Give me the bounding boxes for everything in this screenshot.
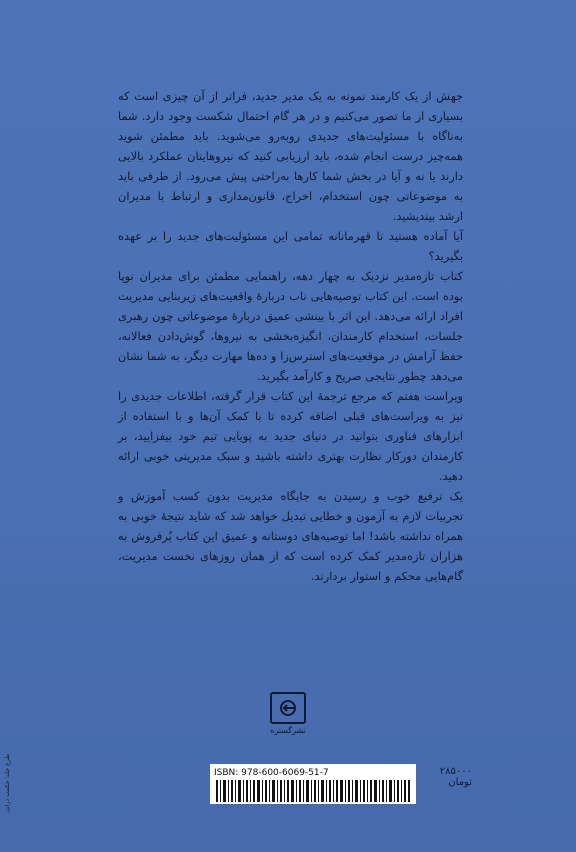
isbn-number: ISBN: 978-600-6069-51-7	[214, 768, 329, 778]
blurb-paragraph-3: کتاب تازه‌مدیر نزدیک به چهار دهه، راهنمایی مطمئن برای مدیران نوپا بوده است. این کتاب توصیه‌هایی ناب درباره‌ٔ واقعیت‌های زیربنایی مدیریت افراد ارائه می‌دهد. این اثر با بینشی عمیق درباره‌ٔ موضوعاتی چون رهبری جلسات، استخدام کارمندان، انگیزه‌بخشی به نیروها، گوش‌دادن فعالانه، حفظ آرامش در موقعیت‌های استرس‌زا و ده‌ها مهارت دیگر، به شما نشان می‌دهد چطور نتایجی صریح و کارآمد بگیرید.	[118, 269, 463, 383]
publisher-logo-icon	[270, 692, 306, 724]
publisher-name: نشرگستره	[270, 726, 306, 735]
blurb-paragraph-1: جهش از یک کارمند نمونه به یک مدیر جدید، فراتر از آن چیزی است که بسیاری از ما تصور می‌کنیم و در هر گام احتمال شکست وجود دارد. شما به‌ناگاه با مسئولیت‌های جدیدی روبه‌رو می‌شوید. باید مطمئن شوید همه‌چیز درست انجام شده، باید ارزیابی کنید که نیروهایتان عملکرد بالایی دارند یا نه و آیا در بخش شما کارها به‌راحتی پیش می‌رود. از طرفی باید به موضوعاتی چون استخدام، اخراج، قانون‌مداری و ارتباط با مدیران ارشد بیندیشید.	[118, 89, 463, 223]
publisher-logo	[260, 692, 316, 744]
blurb-paragraph-4: ویراست هفتم که مرجع ترجمهٔ این کتاب قرار گرفته، اطلاعات جدیدی را نیز به ویراست‌های قبلی اضافه کرده تا با کمک آن‌ها و با استفاده از ابزارهای فناوری بتوانید در دنیای جدید به پویایی تیم خود بیفزایید، بر کارمندان دورکار نظارت بهتری داشته باشید و سبک مدیریتی خوبی ارائه دهید.	[118, 389, 463, 483]
blurb-text	[118, 86, 463, 586]
barcode-icon	[216, 780, 410, 802]
blurb-paragraph-2: آیا آماده هستید تا قهرمانانه تمامی این مسئولیت‌های جدید را بر عهده بگیرید؟	[118, 229, 463, 263]
cover-design-credit: طرح جلد: حکمت درانی	[4, 754, 11, 813]
logo-arrow-icon	[272, 694, 304, 722]
barcode-strip	[210, 764, 416, 804]
blurb-paragraph-5: یک ترفیع خوب و رسیدن به جایگاه مدیریت بدون کسب آموزش و تجربیات لازم به آزمون و خطایی تبدیل خواهد شد که شاید نتیجهٔ خوبی به همراه نداشته باشد! اما توصیه‌های دوستانه و عمیق این کتاب پُرفروش به هزاران تازه‌مدیر کمک کرده است که از همان روزهای نخست مدیریت، گام‌هایی محکم و استوار بردارند.	[118, 489, 463, 583]
price-label: ۲۸۵۰۰۰ تومان	[439, 766, 472, 788]
